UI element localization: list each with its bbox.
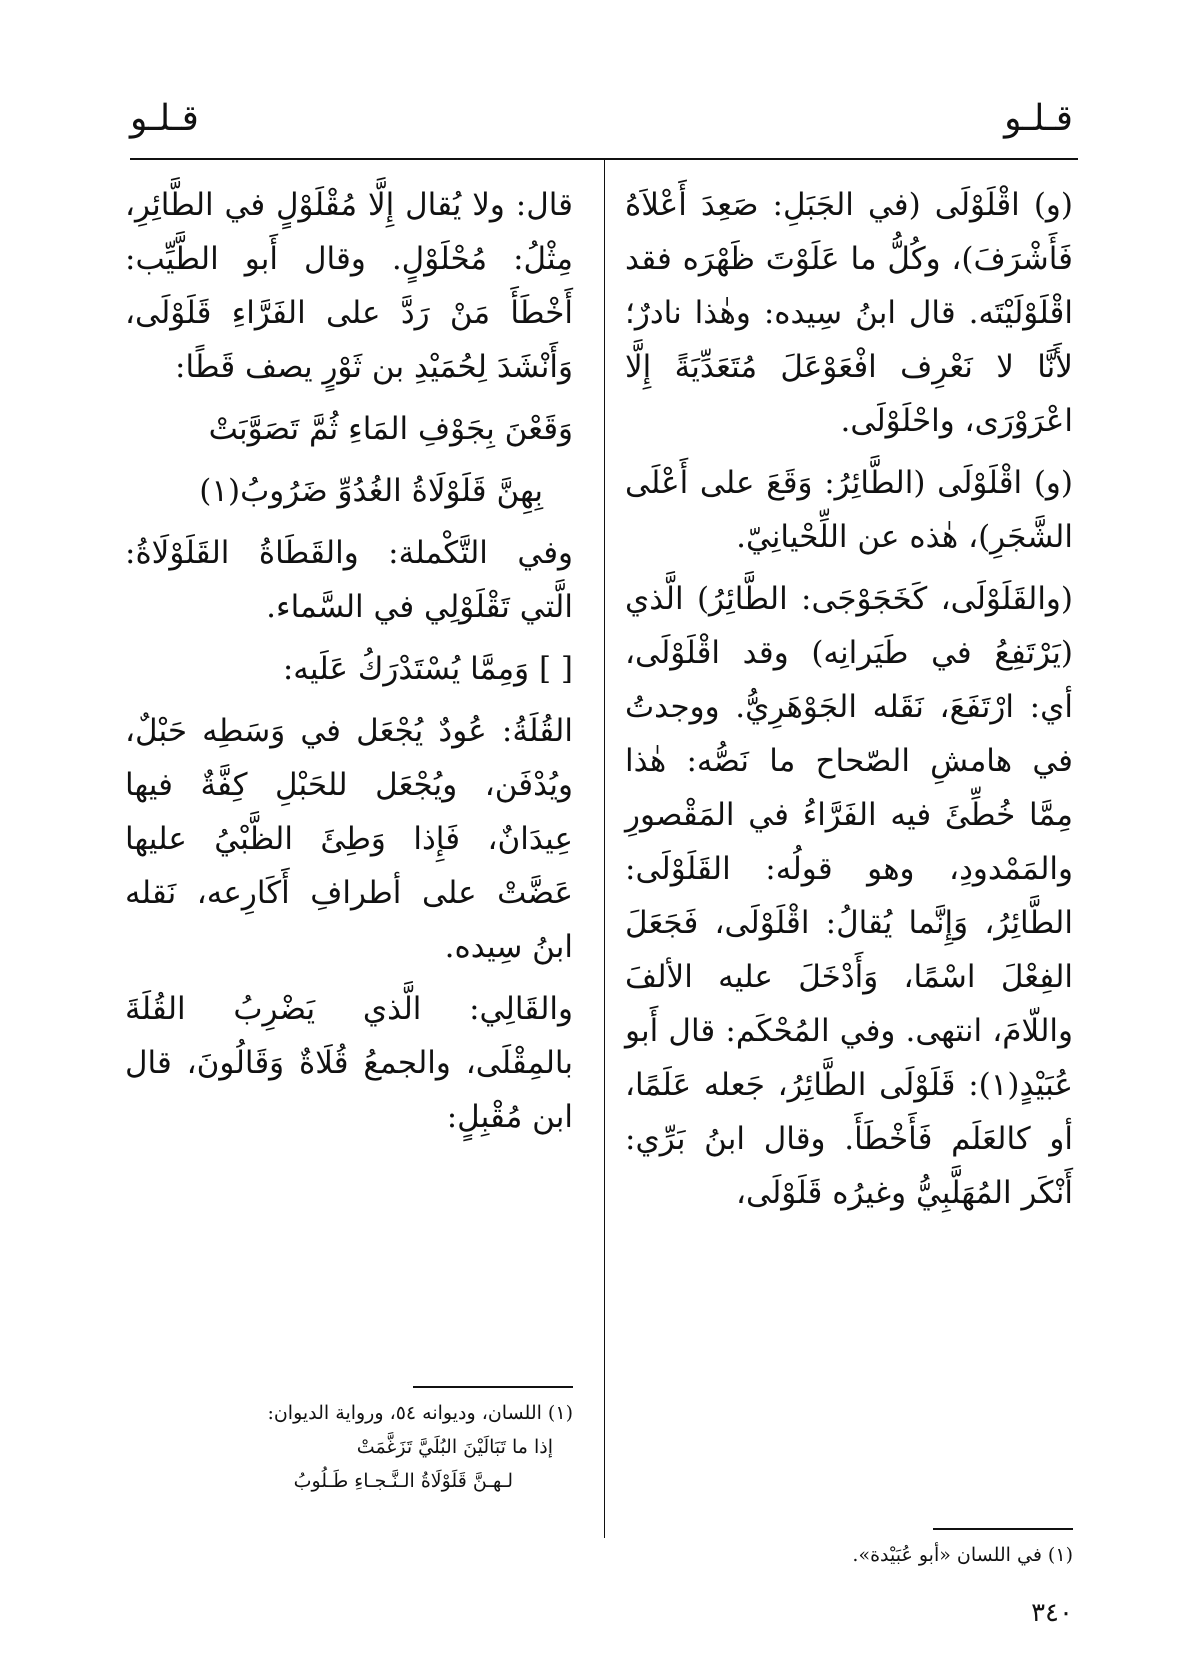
paragraph: قال: ولا يُقال إِلَّا مُقْلَوْلٍ في الطَّائِرِ، مِثْلُ: مُحْلَوْلٍ. وقال أَبو الطَّيِّب: أَخْطَأَ مَنْ رَدَّ على الفَرَّاءِ قَلَوْلَى، وَأَنْشَدَ لِحُمَيْدِ بن ثَوْرٍ يصف قَطًا: <box>125 187 573 385</box>
paragraph: والقَالِي: الَّذي يَضْرِبُ القُلَةَ بالمِقْلَى، والجمعُ قُلَاةٌ وَقَالُونَ، قال ابن مُقْبِلٍ: <box>125 991 573 1135</box>
footnote-left <box>125 1396 573 1498</box>
column-divider <box>604 158 605 1538</box>
paragraph: (و) اقْلَوْلَى (الطَّائِرُ: وَقَعَ على أَعْلَى الشَّجَرِ)، هٰذه عن اللِّحْيانِيّ. <box>625 465 1073 555</box>
right-column <box>625 178 1073 1228</box>
paragraph: [ ] وَمِمَّا يُسْتَدْرَكُ عَلَيه: <box>282 651 573 687</box>
footnote-line: (١) اللسان، وديوانه ٥٤، ورواية الديوان: <box>267 1402 573 1424</box>
footnote-verse-line: إذا ما تَبَالَيْنَ البُلَيَّ تَزَغَّمَتْ <box>356 1436 553 1458</box>
footnote-verse-line: لـهـنَّ قَلَوْلَاةُ الـنَّـجـاءِ طَـلُوبُ <box>293 1470 513 1492</box>
page-number: ٣٤٠ <box>1031 1598 1073 1628</box>
running-header-right: قـلـو <box>1004 98 1073 139</box>
left-column <box>125 178 573 1152</box>
footnote-rule-right <box>933 1528 1073 1530</box>
paragraph: وفي التَّكْملة: والقَطَاةُ القَلَوْلَاةُ: الَّتي تَقْلَوْلِي في السَّماء. <box>125 535 573 625</box>
verse-line: وَقَعْنَ بِجَوْفِ المَاءِ ثُمَّ تَصَوَّبَتْ <box>208 411 573 447</box>
running-header-left: قـلـو <box>130 98 199 139</box>
paragraph: (والقَلَوْلَى، كَخَجَوْجَى: الطَّائِرُ) الَّذي (يَرْتَفِعُ في طَيَرانِه) وقد اقْلَوْلَى، أي: ارْتَفَعَ، نَقَله الجَوْهَرِيُّ. ووجدتُ في هامشِ الصّحاح ما نَصُّه: هٰذا مِمَّا خُطِّئَ فيه الفَرَّاءُ في المَقْصورِ والمَمْدودِ، وهو قولُه: القَلَوْلَى: الطَّائِرُ، وَإِنَّما يُقالُ: اقْلَوْلَى، فَجَعَلَ الفِعْلَ اسْمًا، وَأَدْخَلَ عليه الألفَ واللّامَ، انتهى. وفي المُحْكَم: قال أَبو عُبَيْدٍ(١): قَلَوْلَى الطَّائِرُ، جَعله عَلَمًا، أو كالعَلَم فَأَخْطَأَ. وقال ابنُ بَرِّي: أَنْكَر المُهَلَّبِيُّ وغيرُه قَلَوْلَى، <box>625 581 1073 1211</box>
verse-line: بِهِنَّ قَلَوْلَاةُ الغُدُوِّ ضَرُوبُ(١) <box>199 473 543 509</box>
paragraph: (و) اقْلَوْلَى (في الجَبَلِ: صَعِدَ أَعْلاَهُ فَأَشْرَفَ)، وكُلُّ ما عَلَوْتَ ظَهْرَه فقد اقْلَوْلَيْتَه. قال ابنُ سِيده: وهٰذا نادرٌ؛ لأَنَّا لا نَعْرِف افْعَوْعَلَ مُتَعَدِّيَةً إِلَّا اعْرَوْرَى، واحْلَوْلَى. <box>625 187 1073 439</box>
footnote-right: (١) في اللسان «أبو عُبَيْدة». <box>852 1544 1073 1566</box>
footnote-rule-left <box>413 1386 573 1388</box>
paragraph: القُلَةُ: عُودٌ يُجْعَل في وَسَطِه حَبْلٌ، ويُدْفَن، ويُجْعَل للحَبْلِ كِفَّةٌ فيها عِيدَانٌ، فَإِذا وَطِئَ الظَّبْيُ عليها عَضَّتْ على أطرافِ أَكَارِعه، نَقله ابنُ سِيده. <box>125 713 573 965</box>
